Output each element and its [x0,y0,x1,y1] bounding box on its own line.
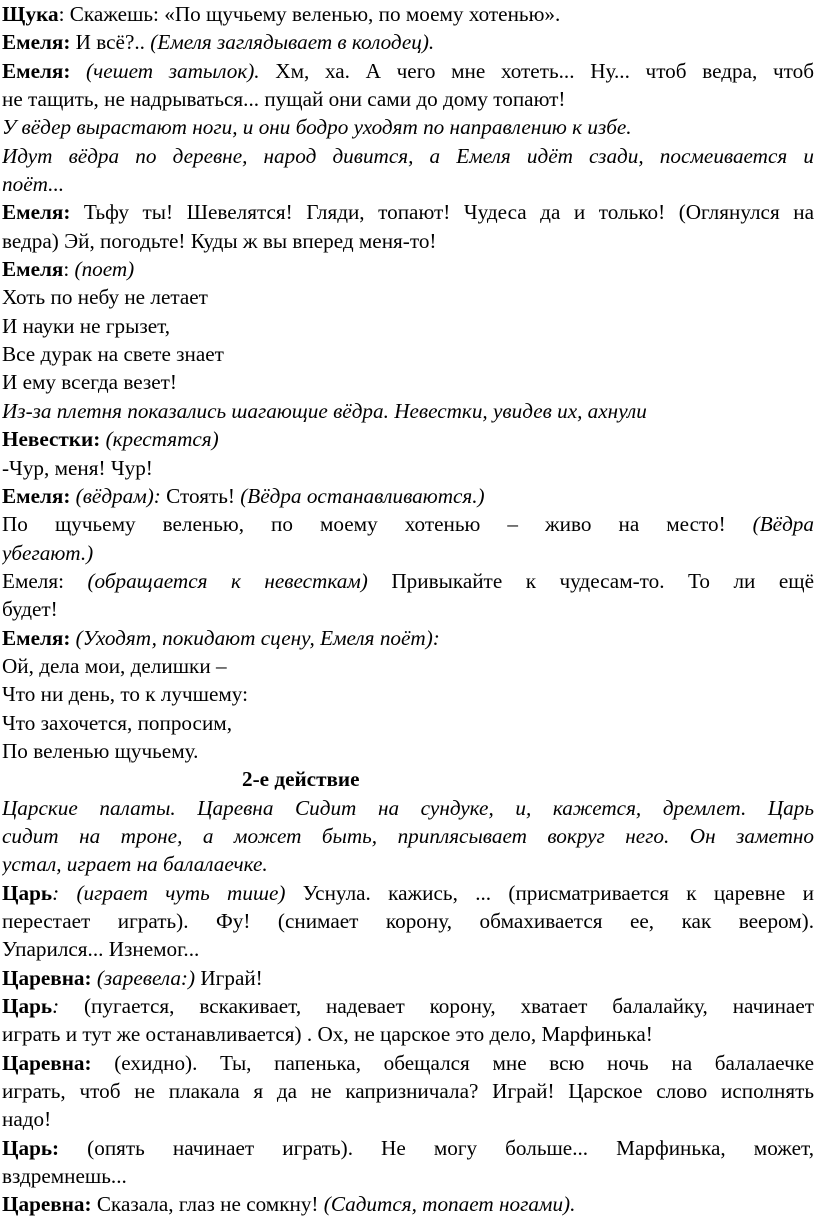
stage-direction: Царские палаты. Царевна Сидит на сундуке, и, кажется, дремлет. Царь [2,795,814,820]
stage-direction: (обращается к невесткам) [63,568,368,593]
line-text: -Чур, меня! Чур! [2,455,153,480]
text-line [2,539,814,567]
song-line [2,737,814,765]
line-text: Ой, дела мои, делишки – [2,653,227,678]
stage-direction: (Садится, топает ногами). [318,1192,576,1217]
song-line [2,340,814,368]
stage-direction: поёт... [2,172,65,197]
stage-direction: (Вёдра останавливаются.) [234,483,485,508]
speaker-name: Емеля: [2,30,71,55]
line-text: играть, чтоб не плакала я да не капризничала? Играй! Царское слово исполнять [2,1079,814,1104]
speaker-name: Емеля: [2,483,71,508]
speaker-name: Емеля: [2,625,71,650]
text-line [2,567,814,595]
speaker-name: Царевна: [2,965,92,990]
stage-direction: (Вёдра [725,512,814,537]
line-text: будет! [2,597,58,622]
text-line [2,850,814,878]
text-line [2,907,814,935]
stage-direction: (вёдрам): [70,483,161,508]
text-line [2,992,814,1020]
text-line [2,142,814,170]
line-text: : [63,257,75,282]
line-text: надо! [2,1107,52,1132]
stage-direction: (заревела:) [91,965,196,990]
song-line [2,652,814,680]
speaker-name: Царь [2,880,53,905]
text-line [2,170,814,198]
text-line [2,454,814,482]
speaker-name: Царевна: [2,1192,92,1217]
line-text: (ехидно). Ты, папенька, обещался мне всю ночь на балалаечке [91,1050,814,1075]
text-line [2,255,814,283]
speaker-name: Царь: [2,1135,60,1160]
line-text: Стоять! [160,483,235,508]
line-text: Все дурак на свете знает [2,342,224,367]
stage-direction: Идут вёдра по деревне, народ дивится, а Емеля идёт сзади, посмеивается и [2,143,814,168]
text-line [2,510,814,538]
line-text: Сказала, глаз не сомкну! [91,1192,319,1217]
line-text: И всё?.. [70,30,145,55]
line-text: Скажешь: «По щучьему веленью, по моему хотенью». [69,2,561,26]
line-text: Хм, ха. А чего мне хотеть... Ну... чтоб ведра, чтоб [259,58,814,83]
song-line [2,368,814,396]
line-text: играть и тут же останавливается) . Ох, не царское это дело, Марфинька! [2,1022,653,1047]
line-text: Хоть по небу не летает [2,285,208,310]
text-line [2,85,814,113]
text-line [2,28,814,56]
speaker-name: Емеля [2,257,64,282]
text-line [2,1190,814,1218]
speaker-name: Щука [2,2,59,26]
line-text: Что захочется, попросим, [2,710,232,735]
text-line [2,964,814,992]
song-line [2,680,814,708]
act-heading: 2-е действие [242,767,360,792]
text-line [2,1077,814,1105]
text-line [2,0,814,28]
line-text: Тьфу ты! Шевелятся! Гляди, топают! Чудеса да и только! (Оглянулся на [70,200,814,225]
speaker-name: Емеля: [2,58,71,83]
stage-direction: У вёдер вырастают ноги, и они бодро уходят по направлению к избе. [2,115,632,140]
line-text: : [58,2,70,26]
speaker-name: Емеля: [2,200,71,225]
stage-direction: (Емеля заглядывает в колодец). [144,30,435,55]
speaker-colon: : [52,994,60,1019]
text-line [2,482,814,510]
speaker-name: Царь [2,994,53,1019]
text-line [2,822,814,850]
line-text: Привыкайте к чудесам-то. То ли ещё [367,568,814,593]
line-text: перестает играть). Фу! (снимает корону, обмахивается ее, как веером). [2,909,814,933]
text-line [2,1105,814,1133]
stage-direction: (поет) [74,257,135,282]
line-text: Упарился... Изнемог... [2,937,200,962]
text-line [2,113,814,141]
stage-direction: (крестятся) [100,427,219,452]
speaker-name: Невестки: [2,427,101,452]
line-text: Играй! [195,965,263,990]
text-line [2,595,814,623]
stage-direction: (играет чуть тише) [59,880,286,905]
line-text: Емеля: [2,568,64,593]
speaker-name: Царевна: [2,1050,92,1075]
text-line [2,794,814,822]
line-text: вздремнешь... [2,1164,127,1189]
song-line [2,709,814,737]
line-text: И ему всегда везет! [2,370,177,395]
text-line [2,624,814,652]
text-line [2,1162,814,1190]
text-line [2,227,814,255]
stage-direction: Из-за плетня показались шагающие вёдра. Невестки, увидев их, ахнули [2,398,647,423]
text-line [2,425,814,453]
text-line [2,935,814,963]
line-text: По щучьему веленью, по моему хотенью – живо на место! [2,512,726,537]
stage-direction: устал, играет на балалаечке. [2,852,268,877]
line-text: По веленью щучьему. [2,738,199,763]
text-line [2,879,814,907]
text-line [2,1049,814,1077]
stage-direction: сидит на троне, а может быть, приплясывает вокруг него. Он заметно [2,823,814,848]
text-line [2,397,814,425]
line-text: Что ни день, то к лучшему: [2,682,249,707]
song-line [2,312,814,340]
stage-direction: убегают.) [2,540,94,565]
text-line [2,1134,814,1162]
text-line [2,1020,814,1048]
stage-direction: (Уходят, покидают сцену, Емеля поёт): [70,625,440,650]
line-text: ведра) Эй, погодьте! Куды ж вы вперед меня-то! [2,228,437,253]
line-text: И науки не грызет, [2,313,171,338]
line-text: не тащить, не надрываться... пущай они сами до дому топают! [2,87,566,112]
line-text: (пугается, вскакивает, надевает корону, хватает балалайку, начинает [59,994,814,1019]
stage-direction: (чешет затылок). [70,58,260,83]
line-text: Уснула. кажись, ... (присматривается к царевне и [285,880,814,905]
text-line [2,57,814,85]
line-text: (опять начинает играть). Не могу больше... Марфинька, может, [59,1135,814,1160]
song-line [2,283,814,311]
text-line [2,198,814,226]
speaker-colon: : [52,880,60,905]
